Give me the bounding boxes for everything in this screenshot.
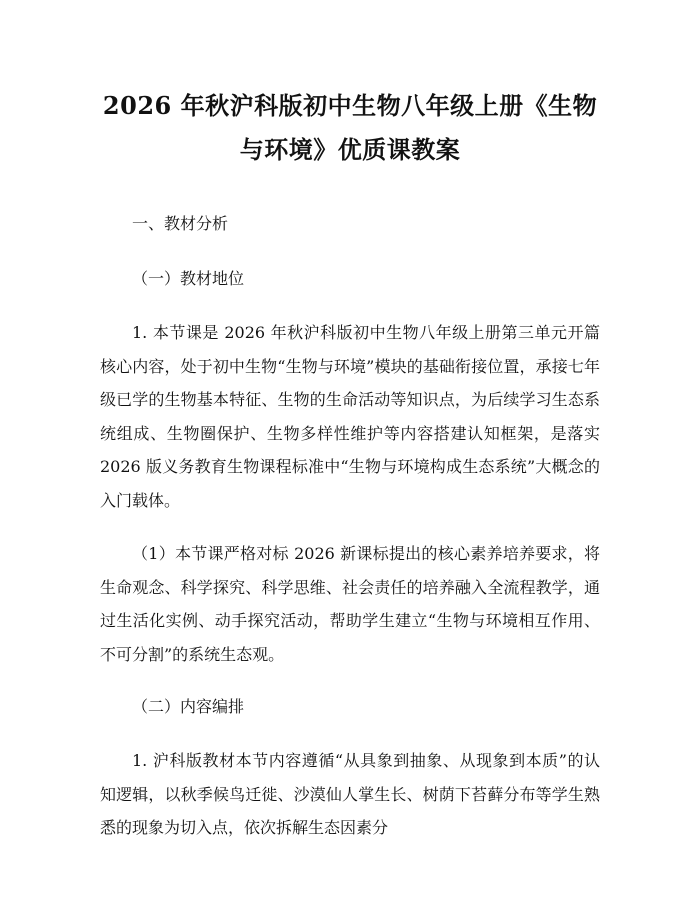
section-heading-textbook-analysis: 一、教材分析 xyxy=(132,214,229,233)
document-title xyxy=(100,84,600,172)
paragraph-2: （1）本节课严格对标 2026 新课标提出的核心素养培养要求，将生命观念、科学探究、科学思维、社会责任的培养融入全流程教学，通过生活化实例、动手探究活动，帮助学生建立“生物与环境相互作用、不可分割”的系统生态观。 xyxy=(100,544,600,664)
paragraph-3: 1. 沪科版教材本节内容遵循“从具象到抽象、从现象到本质”的认知逻辑，以秋季候鸟迁徙、沙漠仙人掌生长、树荫下苔藓分布等学生熟悉的现象为切入点，依次拆解生态因素分 xyxy=(100,751,600,837)
subsection-heading-textbook-position: （一）教材地位 xyxy=(132,269,245,288)
title-line-2: 与环境》优质课教案 xyxy=(239,135,461,164)
title-line-1: 2026 年秋沪科版初中生物八年级上册《生物 xyxy=(102,91,598,120)
paragraph-1: 1. 本节课是 2026 年秋沪科版初中生物八年级上册第三单元开篇核心内容，处于初中生物“生物与环境”模块的基础衔接位置，承接七年级已学的生物基本特征、生物的生命活动等知识点，为后续学习生态系统组成、生物圈保护、生物多样性维护等内容搭建认知框架，是落实 2026 版义务教育生物课程标准中“生物与环境构成生态系统”大概念的入门载体。 xyxy=(100,323,600,510)
subsection-heading-content-arrangement: （二）内容编排 xyxy=(132,697,245,716)
